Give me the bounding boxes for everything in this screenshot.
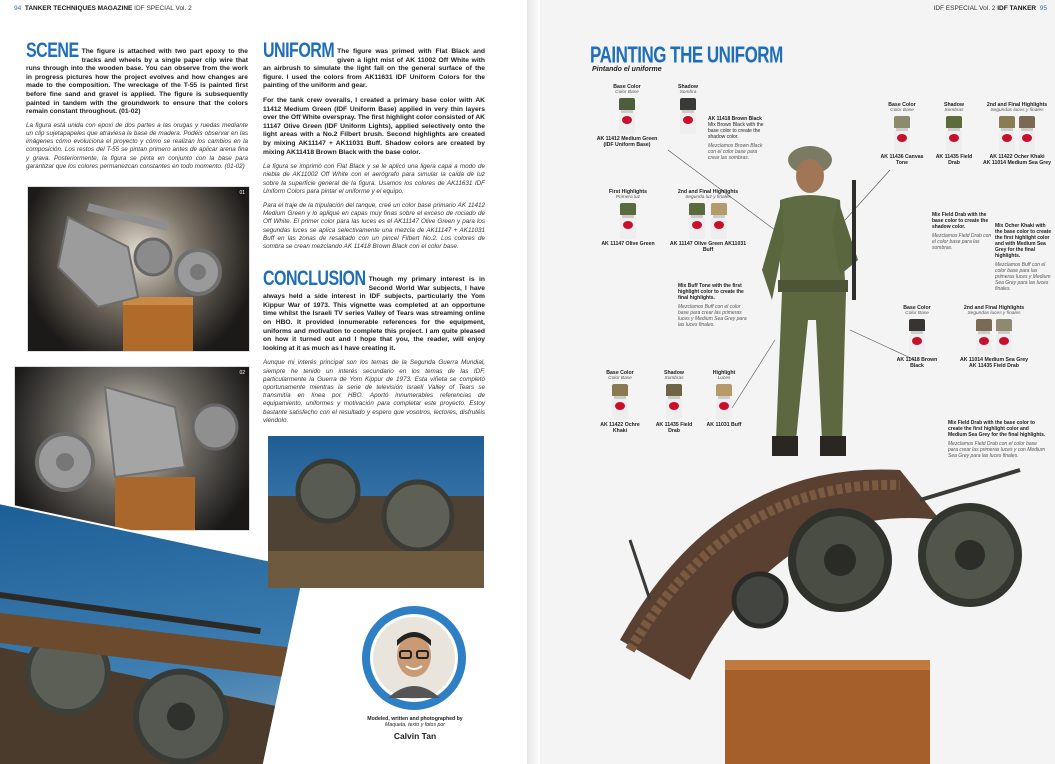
swatch-sub: Color Base — [890, 108, 914, 113]
avatar — [362, 606, 466, 710]
paint-bottle-icon — [612, 384, 628, 420]
paint-bottle-icon — [619, 98, 635, 134]
note-title: Mix Field Drab with the base color to create the first highlight color and Medium Sea Grey for the final highlights. — [948, 420, 1046, 438]
swatch-sub: Luces — [717, 376, 731, 381]
photo-detail — [268, 436, 484, 588]
swatch-field-drab-2 — [652, 370, 696, 434]
note-field-drab — [932, 212, 992, 251]
magazine-name: TANKER TECHNIQUES MAGAZINE — [24, 5, 133, 12]
photo-01 — [27, 186, 250, 352]
scene-spanish: La figura está unida con epoxi de dos partes a las orugas y ruedas mediante un clip sujetapapeles que atraviesa la base de madera. Podéis observar en las imágenes cómo evoluciona el proyecto y cómo se realizan los cambios en la composición. Los restos del T-55 se pintan primero antes de aplicar arena fina y grava. Posteriormente, la figura se pinta en conjunto con la base para garantizar que los colores permanezcan constantes en todo momento. (01-02) — [26, 121, 248, 170]
page-number: 94 — [14, 5, 22, 12]
detail-photo-illustration — [268, 436, 484, 588]
swatch-code: AK 11436 Canvas Tone — [880, 154, 924, 166]
paint-bottle-icon — [666, 384, 682, 420]
note-text-es: Mezclamos Buff con el color base para crear las primeras luces y Medium Sea Grey para las luces finales. — [678, 304, 747, 328]
paint-bottle-icon — [680, 98, 696, 134]
swatch-sub: Color Base — [615, 90, 639, 95]
photo-01-tag: 01 — [239, 190, 245, 196]
swatch-code: AK 11418 Brown Black — [896, 357, 938, 369]
note-text-es: Mezclamos Buff con el color base para las primeras luces y Medium Sea Grey para las luces finales. — [995, 262, 1051, 292]
wip-photo-1-illustration — [28, 187, 249, 351]
page-number-right: 95 — [1039, 5, 1047, 12]
swatch-code: AK 11422 Ocher Khaki — [989, 154, 1045, 160]
uniform-heading: UNIFORM — [263, 39, 335, 63]
paint-bottle-icon — [620, 203, 636, 239]
paint-bottle-icon — [976, 319, 992, 355]
conclusion-body — [263, 267, 485, 353]
swatch-sub: Sombras — [944, 108, 964, 113]
swatch-label: Base Color — [903, 305, 931, 311]
magazine-name-right: IDF TANKER — [997, 5, 1037, 12]
swatch-label: Base Color — [888, 102, 916, 108]
author-portrait — [362, 606, 466, 710]
note-text: Mix Brown Black with the base color to create the shadow color. — [708, 122, 764, 140]
note-shadow-1 — [708, 116, 768, 161]
credit-line-es: Maqueta, texto y fotos por — [385, 722, 445, 728]
swatch-sub: Segunda luz y finales — [685, 195, 731, 200]
swatch-label: Base Color — [613, 84, 641, 90]
swatch-label: First Highlights — [608, 189, 648, 195]
swatch-sub: Color Base — [608, 376, 632, 381]
paint-bottle-icon — [689, 203, 705, 239]
conclusion-spanish: Aunque mi interés principal son los temas de la Segunda Guerra Mundial, siempre he tenido un interés secundario en los temas de las IDF, particularmente la Guerra de Yom Kippur de 1973. Esta viñeta se completó oportunamente mientras la serie de televisión israelí Valley of Tears se transmitía en línea por HBO. Aportó innumerables referencias de equipamiento, uniformes y motivación para completar este proyecto. Estoy bastante satisfecho con el resultado y espero que vosotros, lectores, disfrutéis viéndolo. — [263, 359, 485, 424]
swatch-sub: Primera luz — [615, 195, 641, 200]
photo-02-tag: 02 — [239, 370, 245, 376]
scene-heading: SCENE — [26, 39, 79, 63]
uniform-spanish-2: Para el traje de la tripulación del tanque, creé un color base primario AK 11412 Medium Green y lo apliqué en capas muy finas sobre el exceso de rociado de Off White. El primer color para las luces es el AK11147 Olive Green y para los segundas luces se aplica selectivamente una mezcla de AK11147 + AK11031 Buff en las zonas de resaltado con un pincel Filbert No.2. Los colores de sombra se crean mezclando AK 11418 Brown Black con el color base. — [263, 201, 485, 250]
swatch-code: AK 11147 Olive Green AK11031 Buff — [669, 241, 747, 253]
paint-bottle-icon — [999, 116, 1015, 152]
note-text-es: Mezclamos Field Drab con el color base para crear las primeras luces y con Medium Sea Grey para las luces finales. — [948, 441, 1045, 459]
finished-photo-left-illustration — [0, 500, 304, 764]
swatch-code: AK 11014 Medium Sea Grey — [959, 357, 1029, 363]
note-field-drab-2 — [948, 420, 1048, 459]
swatch-code: AK 11435 Field Drab — [655, 422, 693, 434]
uniform-body-1 — [263, 39, 485, 91]
swatch-buff — [702, 370, 746, 428]
section-subtitle: Pintando el uniforme — [592, 66, 662, 73]
swatch-label: Shadow — [678, 84, 698, 90]
swatch-sub: Sombras — [664, 376, 684, 381]
note-ocher — [995, 223, 1053, 292]
paint-bottle-icon — [1019, 116, 1035, 152]
conclusion-section — [263, 267, 485, 425]
issue-label-right: IDF ESPECIAL Vol. 2 — [933, 5, 996, 12]
swatch-label: 2nd and Final Highlights — [986, 102, 1048, 108]
wip-photo-2-illustration — [15, 367, 249, 530]
uniform-text-2: For the tank crew overalls, I created a primary base color with AK 11412 Medium Green (IDF Uniform Base) applied in very thin layers over the Off White overspray. The first highlight color consisted of AK 11147 Olive Green (IDF Uniform Lights), applied selectively onto the light areas with a No.2 Filbert brush. Second highlights are created by mixing AK11147 + AK11031 Buff. Shadow colors are created by mixing AK11418 Brown Black with the base color. — [263, 96, 485, 156]
swatch-code: AK 11147 Olive Green — [601, 241, 655, 247]
right-page — [540, 0, 1055, 764]
swatch-label: Highlight — [712, 370, 736, 376]
note-text-es: Mezclamos Brown Black con el color base para crear las sombras. — [708, 143, 763, 161]
credit-line-en: Modeled, written and photographed by — [367, 716, 463, 722]
uniform-text-1: The figure was primed with Flat Black and given a light mist of AK 11002 Off White with an airbrush to simulate the light fall on the general surface of the figure. I used the colors from AK11631 IDF Uniform Colors for the painting of the uniform and gear. — [263, 48, 485, 90]
author-credit — [340, 716, 490, 741]
swatch-label: 2nd and Final Highlights — [677, 189, 739, 195]
swatch-label: Shadow — [664, 370, 684, 376]
conclusion-text: Though my primary interest is in Second World War subjects, I have always held a side interest in IDF subjects, particularly the Yom Kippur War of 1973. This vignette was completed at an opportune time whilst the Israeli TV series Valley of Tears was streaming online on HBO. It provided innumerable references for the equipment, uniforms and motivation to complete this project. I am quite pleased on how it turned out and I hope that you, the reader, will enjoy looking at it as much as I have creating it. — [263, 276, 485, 352]
scene-text: The figure is attached with two part epoxy to the tracks and wheels by a single paper clip wire that runs through into the wooden base. You can observe from the work in progress pictures how the project evolves and how changes are made to the composition. The wreckage of the T-55 is painted first before fine sand and gravel is applied. The figure is subsequently painted in tandem with the groundwork to ensure that the colors remain constant throughout. (01-02) — [26, 48, 248, 116]
swatch-canvas-tone — [880, 102, 924, 166]
swatch-shadow-1 — [668, 84, 708, 136]
swatch-field-drab — [932, 102, 976, 166]
uniform-spanish-1: La figura se imprimó con Flat Black y se le aplicó una ligera capa a modo de niebla de AK11002 Off White con el aerógrafo para simular la caída de luz sobre la superficie general de la figura. Usamos los colores de AK11631 IDF Uniform Colors para pintar el uniforme y el equipo. — [263, 163, 485, 195]
swatch-first-highlight — [598, 189, 658, 247]
swatch-ochre-khaki — [598, 370, 642, 434]
uniform-section — [263, 39, 485, 251]
swatch-code-2: AK 11014 Medium Sea Grey — [982, 160, 1052, 166]
finished-photo-left — [0, 498, 307, 764]
swatch-code: AK 11422 Ochre Khaki — [600, 422, 640, 434]
left-page — [0, 0, 527, 764]
swatch-label: 2nd and Final Highlights — [963, 305, 1025, 311]
note-text-es: Mezclamos Field Drab con el color base para las sombras. — [932, 233, 992, 251]
note-buff — [678, 283, 750, 328]
swatch-sub: Segundas luces y finales — [990, 108, 1044, 113]
swatch-sub: Segundas luces y finales — [967, 311, 1021, 316]
author-name: Calvin Tan — [393, 731, 437, 741]
photo-02 — [14, 366, 250, 531]
paint-bottle-icon — [996, 319, 1012, 355]
conclusion-heading: CONCLUSION — [263, 267, 366, 291]
swatch-base-medium-green — [592, 84, 662, 148]
note-title: AK 11418 Brown Black — [708, 116, 762, 122]
note-title: Mix Ocher Khaki with the base color to create the first highlight color and with Medium Sea Grey for the final highlights. — [995, 223, 1052, 259]
swatch-label: Base Color — [606, 370, 634, 376]
section-title: PAINTING THE UNIFORM — [590, 42, 783, 68]
swatch-ocher-khaki — [982, 102, 1052, 166]
swatch-brown-black — [895, 305, 939, 369]
swatch-medium-sea-grey — [955, 305, 1033, 369]
swatch-second-highlight — [668, 189, 748, 253]
swatch-code: AK 11435 Field Drab — [935, 154, 973, 166]
paint-bottle-icon — [946, 116, 962, 152]
swatch-code: AK 11412 Medium Green (IDF Uniform Base) — [596, 136, 658, 148]
note-title: Mix Field Drab with the base color to create the shadow color. — [932, 212, 989, 230]
note-title: Mix Buff Tone with the first highlight color to create the final highlights. — [678, 283, 744, 301]
swatch-sub: Sombra — [679, 90, 697, 95]
paint-bottle-icon — [909, 319, 925, 355]
paint-bottle-icon — [716, 384, 732, 420]
swatch-sub: Color Base — [905, 311, 929, 316]
swatch-code-2: AK 11435 Field Drab — [969, 363, 1019, 369]
scene-body — [26, 39, 248, 117]
paint-bottle-icon — [711, 203, 727, 239]
page-gutter — [527, 0, 540, 764]
issue-label: IDF SPECIAL Vol. 2 — [134, 5, 192, 12]
swatch-label: Shadow — [944, 102, 964, 108]
swatch-code: AK 11031 Buff — [706, 422, 742, 428]
scene-section — [26, 39, 248, 171]
paint-bottle-icon — [894, 116, 910, 152]
left-folio — [14, 5, 192, 12]
